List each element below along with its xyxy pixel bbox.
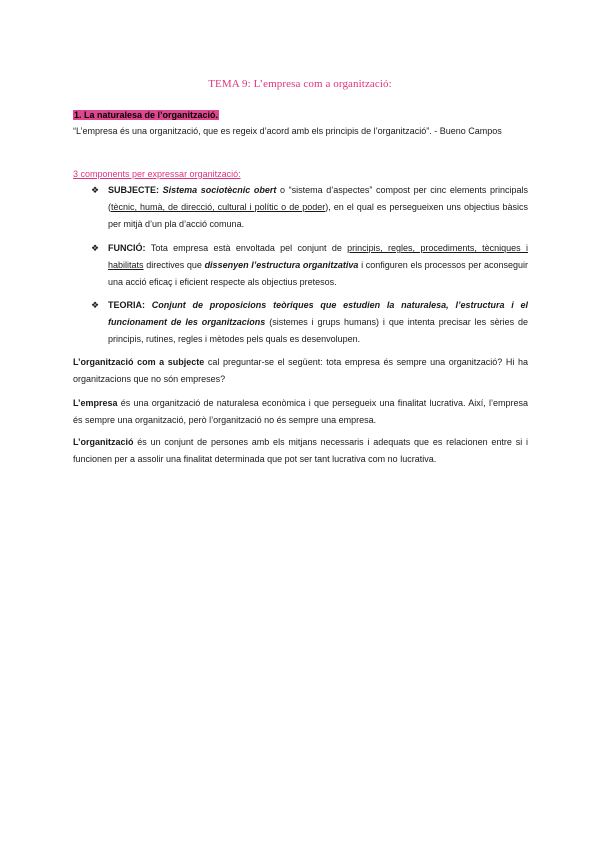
paragraph-empresa <box>73 395 528 429</box>
diamond-bullet-icon: ❖ <box>91 300 100 310</box>
page-title: TEMA 9: L’empresa com a organització: <box>208 78 392 90</box>
paragraph-text: és una organització de naturalesa econòmica i que persegueix una finalitat lucrativa. Així, l’empresa és sempre una organització, però l’organització no és sempre una empresa. <box>73 398 528 425</box>
section-heading-components: 3 components per expressar organització: <box>73 169 241 179</box>
bullet-subjecte-text <box>108 182 528 233</box>
bullet-term: Sistema sociotècnic obert <box>162 185 277 195</box>
paragraph-organitzacio <box>73 434 528 468</box>
bullet-colon: : <box>142 300 152 310</box>
bullet-text-part: ), en el qual es persegueixen uns objectius bàsics per mitjà d’un pla d’acció comuna. <box>108 202 528 229</box>
bullet-funcio <box>91 240 528 291</box>
bullet-subjecte <box>91 182 528 233</box>
bullet-label: FUNCIÓ <box>108 243 143 253</box>
paragraph-lead: L’organització <box>73 437 134 447</box>
bullet-term: dissenyen l’estructura organitzativa <box>204 260 359 270</box>
bullet-term: Conjunt de proposicions teòriques que estudien la naturalesa, l’estructura i el funcionament de les organitzacions <box>108 300 528 327</box>
bullet-teoria <box>91 297 528 348</box>
paragraph-organitzacio-subjecte <box>73 354 528 388</box>
bullet-underlined: principis, regles, procediments, tècniques i habilitats <box>108 243 528 270</box>
quote-paragraph: “L’empresa és una organització, que es regeix d’acord amb els principis de l’organització”. - Bueno Campos <box>73 126 502 136</box>
highlighted-heading: 1. La naturalesa de l’organització. <box>74 110 219 120</box>
bullet-funcio-text <box>108 240 528 291</box>
bullet-colon: : <box>156 185 163 195</box>
paragraph-text: cal preguntar-se el següent: tota empresa és sempre una organització? Hi ha organitzacions que no són empreses? <box>73 357 528 384</box>
section-heading-naturalesa <box>73 107 528 124</box>
bullet-text-part: i configuren els processos per aconseguir una acció eficaç i eficient respecte als objectius pretesos. <box>108 260 529 287</box>
bullet-underlined: tècnic, humà, de direcció, cultural i polític o de poder <box>111 202 326 212</box>
bullet-colon: : <box>142 243 151 253</box>
paragraph-text: és un conjunt de persones amb els mitjans necessaris i adequats que es relacionen entre si i funcionen per a assolir una finalitat determinada que pot ser tant lucrativa com no lucrativa. <box>73 437 528 464</box>
bullet-teoria-text <box>108 297 528 348</box>
bullet-text-part: Tota empresa està envoltada pel conjunt de <box>150 243 348 253</box>
diamond-bullet-icon: ❖ <box>91 185 100 195</box>
bullet-text-part: directives que <box>143 260 205 270</box>
bullet-label: TEORIA <box>108 300 143 310</box>
bullet-text-part: o “sistema d’aspectes” compost per cinc elements principals ( <box>108 185 528 212</box>
bullet-text-part: (sistemes i grups humans) i que intenta precisar les sèries de principis, rutines, regles i mètodes pels quals es desenvolupen. <box>108 317 529 344</box>
paragraph-lead: L’organització com a subjecte <box>73 357 205 367</box>
paragraph-lead: L’empresa <box>73 398 118 408</box>
diamond-bullet-icon: ❖ <box>91 243 100 253</box>
bullet-label: SUBJECTE <box>108 185 157 195</box>
